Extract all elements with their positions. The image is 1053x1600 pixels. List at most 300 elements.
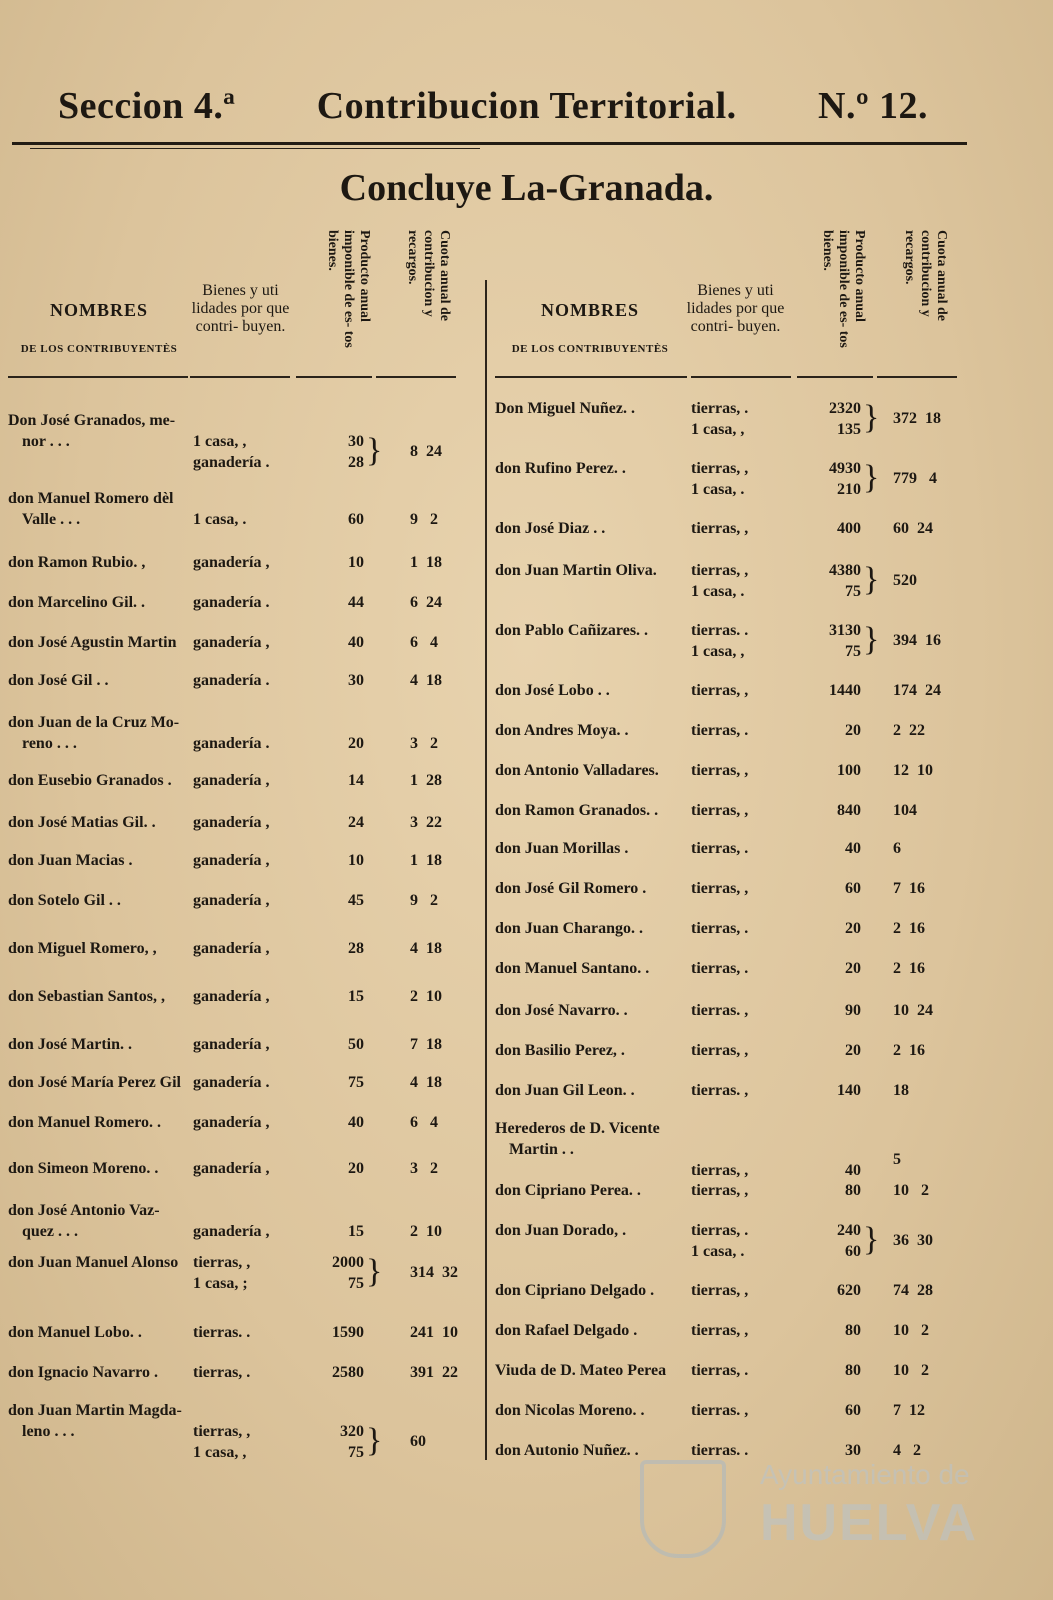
bienes-item: ganadería , <box>193 772 270 789</box>
bienes-cell <box>691 720 748 741</box>
contributor-name-line: don Sotelo Gil . . <box>8 892 121 909</box>
bienes-cell <box>691 1000 748 1021</box>
contributor-name <box>495 680 695 701</box>
contributor-name <box>495 1220 695 1241</box>
contributor-name <box>495 620 695 641</box>
contributor-name-line: nor . . . <box>22 433 70 450</box>
cuota-cell: 74 28 <box>893 1282 933 1299</box>
producto-cell <box>801 1360 861 1381</box>
names-header <box>8 230 190 380</box>
bienes-item: tierras, , <box>691 1182 749 1199</box>
header-underline <box>296 376 372 378</box>
producto-value: 20 <box>845 920 861 937</box>
bienes-cell <box>691 1280 748 1301</box>
producto-value: 75 <box>348 1275 364 1292</box>
bienes-item: tierras, . <box>193 1364 251 1381</box>
section-label: Seccion 4.ª <box>58 85 236 127</box>
contributor-name <box>495 458 695 479</box>
contributor-name <box>495 518 695 539</box>
brace-glyph: } <box>366 1253 383 1290</box>
bienes-cell <box>193 592 269 613</box>
contributor-name <box>495 838 695 859</box>
header-underline <box>495 376 687 378</box>
contributor-name-line: don José Antonio Vaz- <box>8 1202 160 1219</box>
producto-value: 100 <box>837 762 861 779</box>
contributor-name-line: don Juan Gil Leon. . <box>495 1082 635 1099</box>
producto-value: 1590 <box>332 1324 364 1341</box>
bienes-item: ganadería , <box>193 988 270 1005</box>
contributor-name <box>495 1118 695 1160</box>
contributor-name-line: don José Gil Romero . <box>495 880 647 897</box>
bienes-cell <box>691 878 748 899</box>
bienes-item: ganadería . <box>193 735 270 752</box>
bienes-item: tierras, . <box>691 400 749 417</box>
bienes-item <box>691 1139 748 1160</box>
left-table <box>8 230 473 1500</box>
producto-value: 75 <box>845 643 861 660</box>
bienes-cell <box>691 1180 748 1201</box>
producto-cell <box>801 620 861 662</box>
cuota-cell: 6 4 <box>410 1114 438 1131</box>
producto-cell <box>801 458 861 500</box>
bienes-item: tierras. , <box>691 1082 749 1099</box>
bienes-item: ganadería . <box>193 454 270 471</box>
producto-cell <box>304 1252 364 1294</box>
cuota-cell: 4 18 <box>410 672 442 689</box>
bienes-item: tierras, . <box>691 840 749 857</box>
producto-cell <box>304 1221 364 1242</box>
contributor-name-line: don Manuel Santano. . <box>495 960 650 977</box>
cuota-cell: 1 18 <box>410 554 442 571</box>
cuota-header: Cuota anual de contribucion y recargos. <box>405 230 452 322</box>
bienes-item: ganadería , <box>193 1114 270 1131</box>
bienes-item: tierras, , <box>193 1254 251 1271</box>
contributor-name <box>495 1000 695 1021</box>
producto-cell <box>304 986 364 1007</box>
contributor-name <box>8 712 190 754</box>
contributor-name-line: don José Martin. . <box>8 1036 132 1053</box>
producto-value: 135 <box>837 421 861 438</box>
contributor-name-line: don Miguel Romero, , <box>8 940 157 957</box>
producto-value: 20 <box>845 960 861 977</box>
bienes-item: tierras. . <box>193 1324 251 1341</box>
cuota-cell: 7 12 <box>893 1402 925 1419</box>
producto-cell <box>801 1040 861 1061</box>
bienes-item: 1 casa, . <box>691 1243 745 1260</box>
contributor-name-line: don José Navarro. . <box>495 1002 628 1019</box>
cuota-cell: 2 16 <box>893 1042 925 1059</box>
bienes-item: tierras, . <box>691 1362 749 1379</box>
cuota-cell: 2 10 <box>410 1223 442 1240</box>
contributor-name-line: don Sebastian Santos, , <box>8 988 165 1005</box>
producto-value: 28 <box>348 454 364 471</box>
producto-cell <box>304 1421 364 1463</box>
contributor-name-line: don Cipriano Delgado . <box>495 1282 655 1299</box>
contributor-name-line: don Ramon Rubio. , <box>8 554 146 571</box>
bienes-item: ganadería , <box>193 892 270 909</box>
producto-value: 75 <box>845 583 861 600</box>
cuota-cell: 10 24 <box>893 1002 933 1019</box>
bienes-item: tierras, , <box>691 460 749 477</box>
contributor-name-line: don Rafael Delgado . <box>495 1322 638 1339</box>
contributor-name-line: don Juan Dorado, . <box>495 1222 627 1239</box>
producto-value: 210 <box>837 481 861 498</box>
cuota-cell: 7 18 <box>410 1036 442 1053</box>
cuota-cell: 3 2 <box>410 1160 438 1177</box>
contributor-name-line: don José Gil . . <box>8 672 109 689</box>
bienes-item: 1 casa, . <box>691 583 745 600</box>
producto-value: 20 <box>845 1042 861 1059</box>
contributor-name-line: don Ignacio Navarro . <box>8 1364 158 1381</box>
producto-cell <box>304 812 364 833</box>
producto-value: 60 <box>845 1243 861 1260</box>
contributor-name-line: don Manuel Romero. . <box>8 1114 162 1131</box>
bienes-item: tierras, . <box>691 1222 749 1239</box>
cuota-cell: 2 16 <box>893 960 925 977</box>
producto-cell <box>304 1362 364 1383</box>
producto-value: 20 <box>845 722 861 739</box>
bienes-cell <box>691 760 748 781</box>
cuota-cell: 174 24 <box>893 682 941 699</box>
cuota-cell: 3 22 <box>410 814 442 831</box>
bienes-cell <box>193 850 269 871</box>
contributor-name-line: don José Agustin Martin <box>8 634 177 651</box>
contributor-name-line: Herederos de D. Vicente <box>495 1120 660 1137</box>
bienes-item: tierras. , <box>691 1002 749 1019</box>
contributor-name-line: don José María Perez Gil <box>8 1074 181 1091</box>
contributor-name <box>8 632 190 653</box>
header-rule <box>12 142 967 145</box>
cuota-cell: 4 2 <box>893 1442 921 1459</box>
producto-cell <box>801 720 861 741</box>
contributor-name <box>495 1400 695 1421</box>
producto-value: 10 <box>348 852 364 869</box>
producto-cell <box>801 1220 861 1262</box>
bienes-item: 1 casa, , <box>691 421 745 438</box>
producto-cell <box>304 770 364 791</box>
producto-cell <box>801 760 861 781</box>
bienes-cell <box>691 680 748 701</box>
cuota-cell: 3 2 <box>410 735 438 752</box>
contributor-name-line: don Cipriano Perea. . <box>495 1182 641 1199</box>
bienes-cell <box>691 918 748 939</box>
bienes-item: tierras, , <box>691 880 749 897</box>
cuota-cell: 4 18 <box>410 940 442 957</box>
bienes-cell <box>691 560 748 602</box>
bienes-item: tierras, . <box>691 960 749 977</box>
contributor-name <box>495 1080 695 1101</box>
producto-cell <box>304 1072 364 1093</box>
contributor-name <box>8 812 190 833</box>
producto-cell <box>801 838 861 859</box>
contributor-name <box>8 890 190 911</box>
contributor-name <box>495 1280 695 1301</box>
contributor-name-line: don José Diaz . . <box>495 520 606 537</box>
producto-header: Producto anual imponible de es- tos bienes. <box>820 230 867 348</box>
bienes-item: tierras, , <box>691 1042 749 1059</box>
brace-glyph: } <box>863 459 880 496</box>
bienes-item: 1 casa, , <box>691 643 745 660</box>
bienes-item: tierras, , <box>691 1282 749 1299</box>
cuota-cell: 8 24 <box>410 443 442 460</box>
brace-glyph: } <box>863 1221 880 1258</box>
cuota-cell: 372 18 <box>893 410 941 427</box>
producto-cell <box>304 1034 364 1055</box>
bienes-cell <box>193 986 269 1007</box>
producto-cell <box>304 1112 364 1133</box>
bienes-cell <box>193 1112 269 1133</box>
brace-glyph: } <box>366 1422 383 1459</box>
producto-cell <box>801 1139 861 1181</box>
bienes-item: tierras, , <box>691 520 749 537</box>
cuota-cell: 36 30 <box>893 1232 933 1249</box>
bienes-item: ganadería , <box>193 554 270 571</box>
cuota-cell: 520 <box>893 572 917 589</box>
page-title: Contribucion Territorial. <box>316 85 737 127</box>
bienes-item: tierras, , <box>691 802 749 819</box>
cuota-cell: 6 24 <box>410 594 442 611</box>
cuota-cell: 9 2 <box>410 892 438 909</box>
producto-header: Producto anual imponible de es- tos bienes. <box>325 230 372 348</box>
brace-glyph: } <box>863 621 880 658</box>
producto-cell <box>304 733 364 754</box>
producto-value: 44 <box>348 594 364 611</box>
bienes-cell <box>691 1320 748 1341</box>
contributor-name-line: Don José Granados, me- <box>8 412 176 429</box>
producto-cell <box>801 918 861 939</box>
header-underline <box>190 376 290 378</box>
bienes-cell <box>193 1221 269 1242</box>
producto-cell <box>801 1000 861 1021</box>
bienes-item: 1 casa, , <box>193 433 247 450</box>
cuota-header: Cuota anual de contribucion y recargos. <box>902 230 949 322</box>
producto-value: 2580 <box>332 1364 364 1381</box>
producto-value: 50 <box>348 1036 364 1053</box>
header-rule-thin <box>30 148 480 149</box>
contributor-name <box>8 850 190 871</box>
contributor-name <box>8 1200 190 1242</box>
cuota-cell: 391 22 <box>410 1364 458 1381</box>
bienes-cell <box>193 1322 250 1343</box>
contributor-name-line: don Eusebio Granados . <box>8 772 172 789</box>
bienes-item: tierras, , <box>691 682 749 699</box>
bienes-item: tierras. . <box>691 622 749 639</box>
contributor-name-line: don Andres Moya. . <box>495 722 629 739</box>
producto-cell <box>801 878 861 899</box>
contributor-name-line: don Juan Martin Oliva. <box>495 562 657 579</box>
contributor-name-line: don Juan Charango. . <box>495 920 644 937</box>
cuota-cell: 12 10 <box>893 762 933 779</box>
right-table <box>495 230 975 1500</box>
bienes-item: tierras, , <box>691 762 749 779</box>
bienes-cell <box>691 1400 748 1421</box>
bienes-cell <box>691 620 748 662</box>
contributor-name-line: don Manuel Romero dèl <box>8 490 174 507</box>
producto-value: 140 <box>837 1082 861 1099</box>
producto-cell <box>801 398 861 440</box>
contributor-name <box>8 770 190 791</box>
contributor-name-line: don Ramon Granados. . <box>495 802 659 819</box>
producto-value: 30 <box>845 1442 861 1459</box>
bienes-item: ganadería , <box>193 852 270 869</box>
producto-cell <box>304 670 364 691</box>
names-header-top: NOMBRES <box>49 300 148 320</box>
bienes-cell <box>193 509 246 530</box>
bienes-cell <box>193 1362 250 1383</box>
cuota-cell: 10 2 <box>893 1182 929 1199</box>
producto-value: 20 <box>348 735 364 752</box>
cuota-cell: 779 4 <box>893 470 937 487</box>
bienes-cell <box>193 1072 269 1093</box>
column-divider <box>485 280 487 1460</box>
contributor-name <box>495 1040 695 1061</box>
bienes-cell <box>691 1360 748 1381</box>
producto-value: 24 <box>348 814 364 831</box>
cuota-cell: 1 18 <box>410 852 442 869</box>
names-header-bottom: DE LOS CONTRIBUYENTÈS <box>20 343 178 355</box>
cuota-cell: 2 10 <box>410 988 442 1005</box>
producto-value: 320 <box>340 1423 364 1440</box>
producto-value: 75 <box>348 1074 364 1091</box>
contributor-name-line: don Simeon Moreno. . <box>8 1160 159 1177</box>
bienes-cell <box>691 1040 748 1061</box>
bienes-item: ganadería . <box>193 594 270 611</box>
producto-cell <box>801 518 861 539</box>
contributor-name <box>495 958 695 979</box>
bienes-item: tierras. . <box>691 1442 749 1459</box>
producto-value: 1440 <box>829 682 861 699</box>
bienes-item: 1 casa, ; <box>193 1275 248 1292</box>
contributor-name <box>8 1400 190 1442</box>
shield-icon <box>640 1460 726 1558</box>
contributor-name <box>8 1322 190 1343</box>
producto-value: 80 <box>845 1362 861 1379</box>
producto-value: 4930 <box>829 460 861 477</box>
bienes-item: ganadería , <box>193 1160 270 1177</box>
contributor-name <box>495 760 695 781</box>
contributor-name-line: don Rufino Perez. . <box>495 460 626 477</box>
bienes-item: 1 casa, . <box>193 511 247 528</box>
contributor-name <box>8 670 190 691</box>
header-underline <box>8 376 188 378</box>
contributor-name-line: reno . . . <box>22 735 77 752</box>
contributor-name <box>495 560 695 581</box>
producto-value: 28 <box>348 940 364 957</box>
header-underline <box>877 376 957 378</box>
producto-value: 2320 <box>829 400 861 417</box>
cuota-cell: 10 2 <box>893 1322 929 1339</box>
contributor-name-line: Martin . . <box>509 1141 574 1158</box>
cuota-cell: 9 2 <box>410 511 438 528</box>
contributor-name <box>495 1180 695 1201</box>
contributor-name-line: don Nicolas Moreno. . <box>495 1402 645 1419</box>
contributor-name-line: don Juan de la Cruz Mo- <box>8 714 180 731</box>
bienes-cell <box>691 800 748 821</box>
bienes-header: Bienes y uti lidades por que contri- buyen. <box>191 282 290 335</box>
bienes-cell <box>193 938 269 959</box>
producto-value: 40 <box>348 1114 364 1131</box>
producto-cell <box>304 1322 364 1343</box>
contributor-name <box>8 410 190 452</box>
producto-cell <box>304 592 364 613</box>
section-subtitle: Concluye La-Granada. <box>339 167 714 209</box>
contributor-name <box>8 1112 190 1133</box>
bienes-item: tierras. , <box>691 1402 749 1419</box>
bienes-cell <box>193 670 269 691</box>
contributor-name <box>495 1360 695 1381</box>
watermark-line1: Ayuntamiento de <box>760 1459 970 1490</box>
contributor-name-line: don Juan Morillas . <box>495 840 629 857</box>
contributor-name <box>495 800 695 821</box>
cuota-cell: 104 <box>893 802 917 819</box>
producto-value: 2000 <box>332 1254 364 1271</box>
bienes-item: tierras, , <box>691 562 749 579</box>
producto-cell <box>304 632 364 653</box>
bienes-cell <box>193 552 269 573</box>
producto-cell <box>304 890 364 911</box>
brace-glyph: } <box>863 399 880 436</box>
contributor-name <box>8 552 190 573</box>
bienes-item: ganadería , <box>193 1036 270 1053</box>
contributor-name-line: don Manuel Lobo. . <box>8 1324 142 1341</box>
producto-value: 75 <box>348 1444 364 1461</box>
producto-value: 240 <box>837 1222 861 1239</box>
cuota-cell: 4 18 <box>410 1074 442 1091</box>
producto-cell <box>801 1180 861 1201</box>
cuota-cell: 2 22 <box>893 722 925 739</box>
watermark <box>640 1455 979 1555</box>
contributor-name-line: Don Miguel Nuñez. . <box>495 400 635 417</box>
producto-value: 40 <box>845 1162 861 1179</box>
contributor-name <box>8 986 190 1007</box>
producto-value: 840 <box>837 802 861 819</box>
contributor-name-line: don Marcelino Gil. . <box>8 594 146 611</box>
producto-value: 60 <box>845 880 861 897</box>
contributor-name-line: don José Lobo . . <box>495 682 610 699</box>
producto-value: 60 <box>845 1402 861 1419</box>
bienes-cell <box>193 1158 269 1179</box>
brace-glyph: } <box>366 432 383 469</box>
contributor-name-line: don Autonio Nuñez. . <box>495 1442 639 1459</box>
bienes-cell <box>691 1220 748 1262</box>
producto-cell <box>801 800 861 821</box>
contributor-name <box>8 938 190 959</box>
cuota-cell: 2 16 <box>893 920 925 937</box>
producto-value: 45 <box>348 892 364 909</box>
contributor-name-line: don Antonio Valladares. <box>495 762 659 779</box>
producto-value <box>801 1139 861 1160</box>
bienes-item: tierras, . <box>691 722 749 739</box>
producto-cell <box>304 552 364 573</box>
bienes-item: tierras, , <box>691 1162 749 1179</box>
contributor-name <box>8 1362 190 1383</box>
cuota-cell: 7 16 <box>893 880 925 897</box>
bienes-cell <box>193 632 269 653</box>
contributor-name <box>8 1072 190 1093</box>
producto-value: 10 <box>348 554 364 571</box>
bienes-header: Bienes y uti lidades por que contri- buyen. <box>686 282 785 335</box>
producto-cell <box>801 680 861 701</box>
cuota-cell: 10 2 <box>893 1362 929 1379</box>
bienes-cell <box>691 518 748 539</box>
producto-value: 60 <box>348 511 364 528</box>
contributor-name-line: leno . . . <box>22 1423 75 1440</box>
producto-cell <box>304 938 364 959</box>
cuota-cell: 314 32 <box>410 1264 458 1281</box>
contributor-name <box>8 1034 190 1055</box>
producto-value: 14 <box>348 772 364 789</box>
producto-value: 40 <box>348 634 364 651</box>
